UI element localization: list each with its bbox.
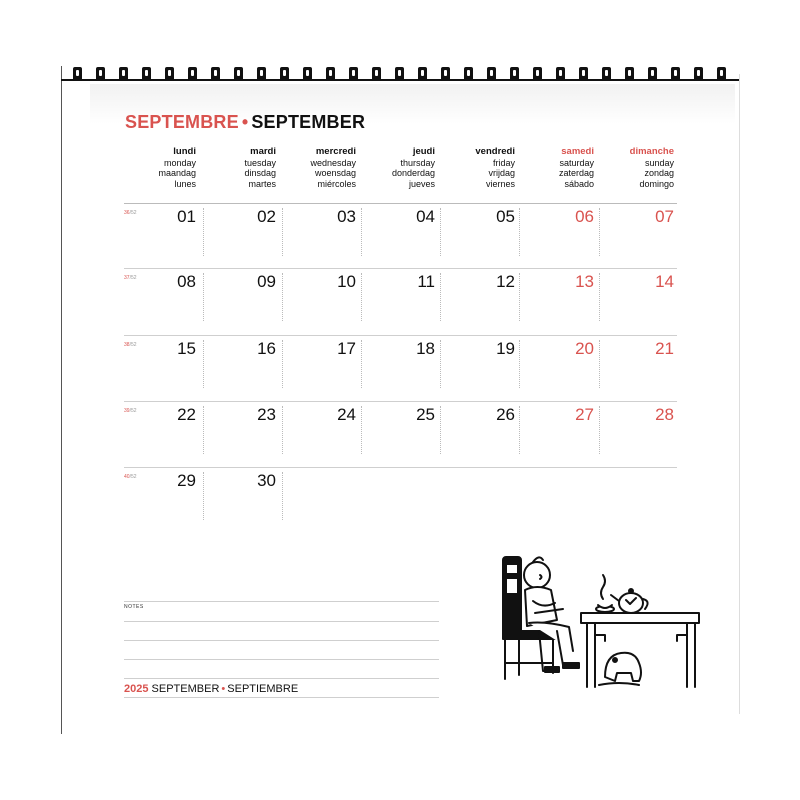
- weekday-label-nl: zondag: [644, 168, 674, 178]
- day-column-separator: [440, 273, 441, 321]
- binding-ring: [579, 67, 588, 81]
- day-number: 17: [337, 339, 356, 358]
- footer-month-en: SEPTEMBER: [151, 683, 220, 695]
- note-line: [124, 659, 439, 660]
- day-number: 18: [416, 339, 435, 358]
- binding-ring: [73, 67, 82, 81]
- binding-ring: [487, 67, 496, 81]
- day-column-separator: [203, 406, 204, 454]
- weekday-label-nl: zaterdag: [558, 168, 594, 178]
- day-column-separator: [519, 340, 520, 388]
- footer-month: [124, 683, 298, 695]
- binding-ring: [326, 67, 335, 81]
- week-number-value: 40: [124, 474, 130, 480]
- binding-ring: [602, 67, 611, 81]
- binding-ring: [694, 67, 703, 81]
- week-number-value: 37: [124, 275, 130, 281]
- day-column-separator: [361, 208, 362, 256]
- weekday-monday: [120, 147, 196, 189]
- day-column-separator: [282, 208, 283, 256]
- day-number: 26: [496, 405, 515, 424]
- day-column-separator: [519, 273, 520, 321]
- weekday-saturday: [518, 147, 594, 189]
- day-number: 27: [575, 405, 594, 424]
- day-number: 29: [177, 471, 196, 490]
- week-row-divider: [124, 401, 677, 402]
- day-number: 16: [257, 339, 276, 358]
- day-column-separator: [440, 340, 441, 388]
- day-number: 28: [655, 405, 674, 424]
- weekday-label-en: saturday: [559, 157, 594, 168]
- binding-ring: [510, 67, 519, 81]
- week-number-value: 38: [124, 342, 130, 348]
- weekday-label-nl: donderdag: [391, 168, 435, 178]
- binding-ring: [625, 67, 634, 81]
- weekday-label-fr: vendredi: [475, 146, 515, 157]
- month-title: [125, 112, 365, 133]
- day-number: 11: [417, 272, 435, 291]
- day-column-separator: [282, 273, 283, 321]
- month-title-en: SEPTEMBER: [251, 112, 366, 132]
- day-column-separator: [203, 472, 204, 520]
- day-number: 24: [337, 405, 356, 424]
- spiral-binding: [61, 66, 739, 82]
- note-line: [124, 621, 439, 622]
- weekday-label-en: wednesday: [310, 157, 356, 168]
- weekday-label-fr: mercredi: [315, 146, 356, 157]
- day-number: 09: [257, 272, 276, 291]
- day-number: 13: [575, 272, 594, 291]
- day-column-separator: [282, 340, 283, 388]
- weekday-label-nl: vrijdag: [488, 168, 515, 178]
- weekday-label-fr: samedi: [561, 146, 594, 157]
- day-number: 14: [655, 272, 674, 291]
- binding-ring: [303, 67, 312, 81]
- weekday-label-fr: lundi: [173, 146, 196, 157]
- weekday-friday: [439, 147, 515, 189]
- weekday-label-es: sábado: [564, 178, 594, 189]
- note-line: [124, 697, 439, 698]
- day-number: 12: [496, 272, 515, 291]
- binding-ring: [211, 67, 220, 81]
- weekday-label-en: friday: [492, 157, 515, 168]
- footer-year: 2025: [124, 683, 149, 695]
- day-column-separator: [599, 273, 600, 321]
- day-number: 02: [257, 207, 276, 226]
- weekday-tuesday: [200, 147, 276, 189]
- day-number: 15: [177, 339, 196, 358]
- binding-ring: [648, 67, 657, 81]
- day-number: 22: [177, 405, 196, 424]
- note-line: [124, 678, 439, 679]
- day-number: 08: [177, 272, 196, 291]
- day-number: 20: [575, 339, 594, 358]
- binding-ring: [142, 67, 151, 81]
- note-line: [124, 601, 439, 602]
- week-total: 52: [130, 342, 137, 348]
- binding-ring: [717, 67, 726, 81]
- week-number-slash: /: [129, 275, 131, 281]
- footer-month-es: SEPTIEMBRE: [227, 683, 299, 695]
- weekday-label-es: miércoles: [317, 178, 356, 189]
- binding-ring: [418, 67, 427, 81]
- binding-ring: [671, 67, 680, 81]
- binding-ring: [119, 67, 128, 81]
- day-number: 01: [177, 207, 196, 226]
- day-number: 30: [257, 471, 276, 490]
- day-number: 03: [337, 207, 356, 226]
- month-title-fr: SEPTEMBRE: [125, 112, 239, 132]
- weekday-label-en: monday: [163, 157, 196, 168]
- binding-ring: [372, 67, 381, 81]
- weekday-label-nl: maandag: [158, 168, 196, 178]
- day-column-separator: [599, 340, 600, 388]
- day-number: 23: [257, 405, 276, 424]
- week-number-slash: /: [129, 210, 131, 216]
- weekday-label-en: thursday: [400, 157, 435, 168]
- weekday-label-es: domingo: [639, 178, 674, 189]
- week-row-divider: [124, 203, 677, 204]
- weekday-label-nl: dinsdag: [244, 168, 276, 178]
- week-number-slash: /: [129, 408, 131, 414]
- day-number: 21: [655, 339, 674, 358]
- week-total: 52: [130, 210, 137, 216]
- binding-ring: [395, 67, 404, 81]
- day-column-separator: [282, 472, 283, 520]
- week-total: 52: [130, 275, 137, 281]
- week-number-value: 36: [124, 210, 130, 216]
- weekday-label-es: viernes: [485, 178, 515, 189]
- week-total: 52: [130, 474, 137, 480]
- weekday-label-es: jueves: [408, 178, 435, 189]
- day-column-separator: [599, 406, 600, 454]
- weekday-thursday: [359, 147, 435, 189]
- binding-ring: [234, 67, 243, 81]
- notes-label: NOTES: [124, 604, 144, 610]
- weekday-label-fr: dimanche: [629, 146, 674, 157]
- week-number-slash: /: [129, 342, 131, 348]
- weekday-label-es: martes: [248, 178, 276, 189]
- binding-ring: [441, 67, 450, 81]
- binding-ring: [349, 67, 358, 81]
- weekday-label-nl: woensdag: [314, 168, 356, 178]
- binding-ring: [556, 67, 565, 81]
- title-separator: •: [241, 112, 249, 132]
- day-column-separator: [361, 406, 362, 454]
- day-column-separator: [519, 406, 520, 454]
- day-number: 25: [416, 405, 435, 424]
- weekday-label-fr: mardi: [250, 146, 276, 157]
- day-number: 07: [655, 207, 674, 226]
- day-column-separator: [203, 273, 204, 321]
- weekday-label-fr: jeudi: [412, 146, 435, 157]
- week-number-slash: /: [129, 474, 131, 480]
- binding-ring: [257, 67, 266, 81]
- day-column-separator: [203, 340, 204, 388]
- day-number: 19: [496, 339, 515, 358]
- day-column-separator: [440, 406, 441, 454]
- day-number: 04: [416, 207, 435, 226]
- week-row-divider: [124, 268, 677, 269]
- week-row-divider: [124, 335, 677, 336]
- binding-ring: [464, 67, 473, 81]
- day-column-separator: [282, 406, 283, 454]
- note-line: [124, 640, 439, 641]
- day-column-separator: [361, 273, 362, 321]
- weekday-label-en: tuesday: [244, 157, 276, 168]
- week-row-divider: [124, 467, 677, 468]
- weekday-sunday: [598, 147, 674, 189]
- day-column-separator: [519, 208, 520, 256]
- binding-ring: [280, 67, 289, 81]
- weekday-wednesday: [280, 147, 356, 189]
- day-column-separator: [203, 208, 204, 256]
- weekday-label-en: sunday: [644, 157, 674, 168]
- binding-ring: [188, 67, 197, 81]
- day-number: 10: [337, 272, 356, 291]
- day-column-separator: [599, 208, 600, 256]
- week-total: 52: [130, 408, 137, 414]
- footer-separator: •: [221, 683, 226, 695]
- binding-ring: [165, 67, 174, 81]
- weekday-label-es: lunes: [174, 178, 196, 189]
- day-number: 06: [575, 207, 594, 226]
- day-column-separator: [440, 208, 441, 256]
- day-number: 05: [496, 207, 515, 226]
- binding-ring: [533, 67, 542, 81]
- binding-ring: [96, 67, 105, 81]
- week-number-value: 39: [124, 408, 130, 414]
- tintin-illustration: [495, 545, 705, 690]
- day-column-separator: [361, 340, 362, 388]
